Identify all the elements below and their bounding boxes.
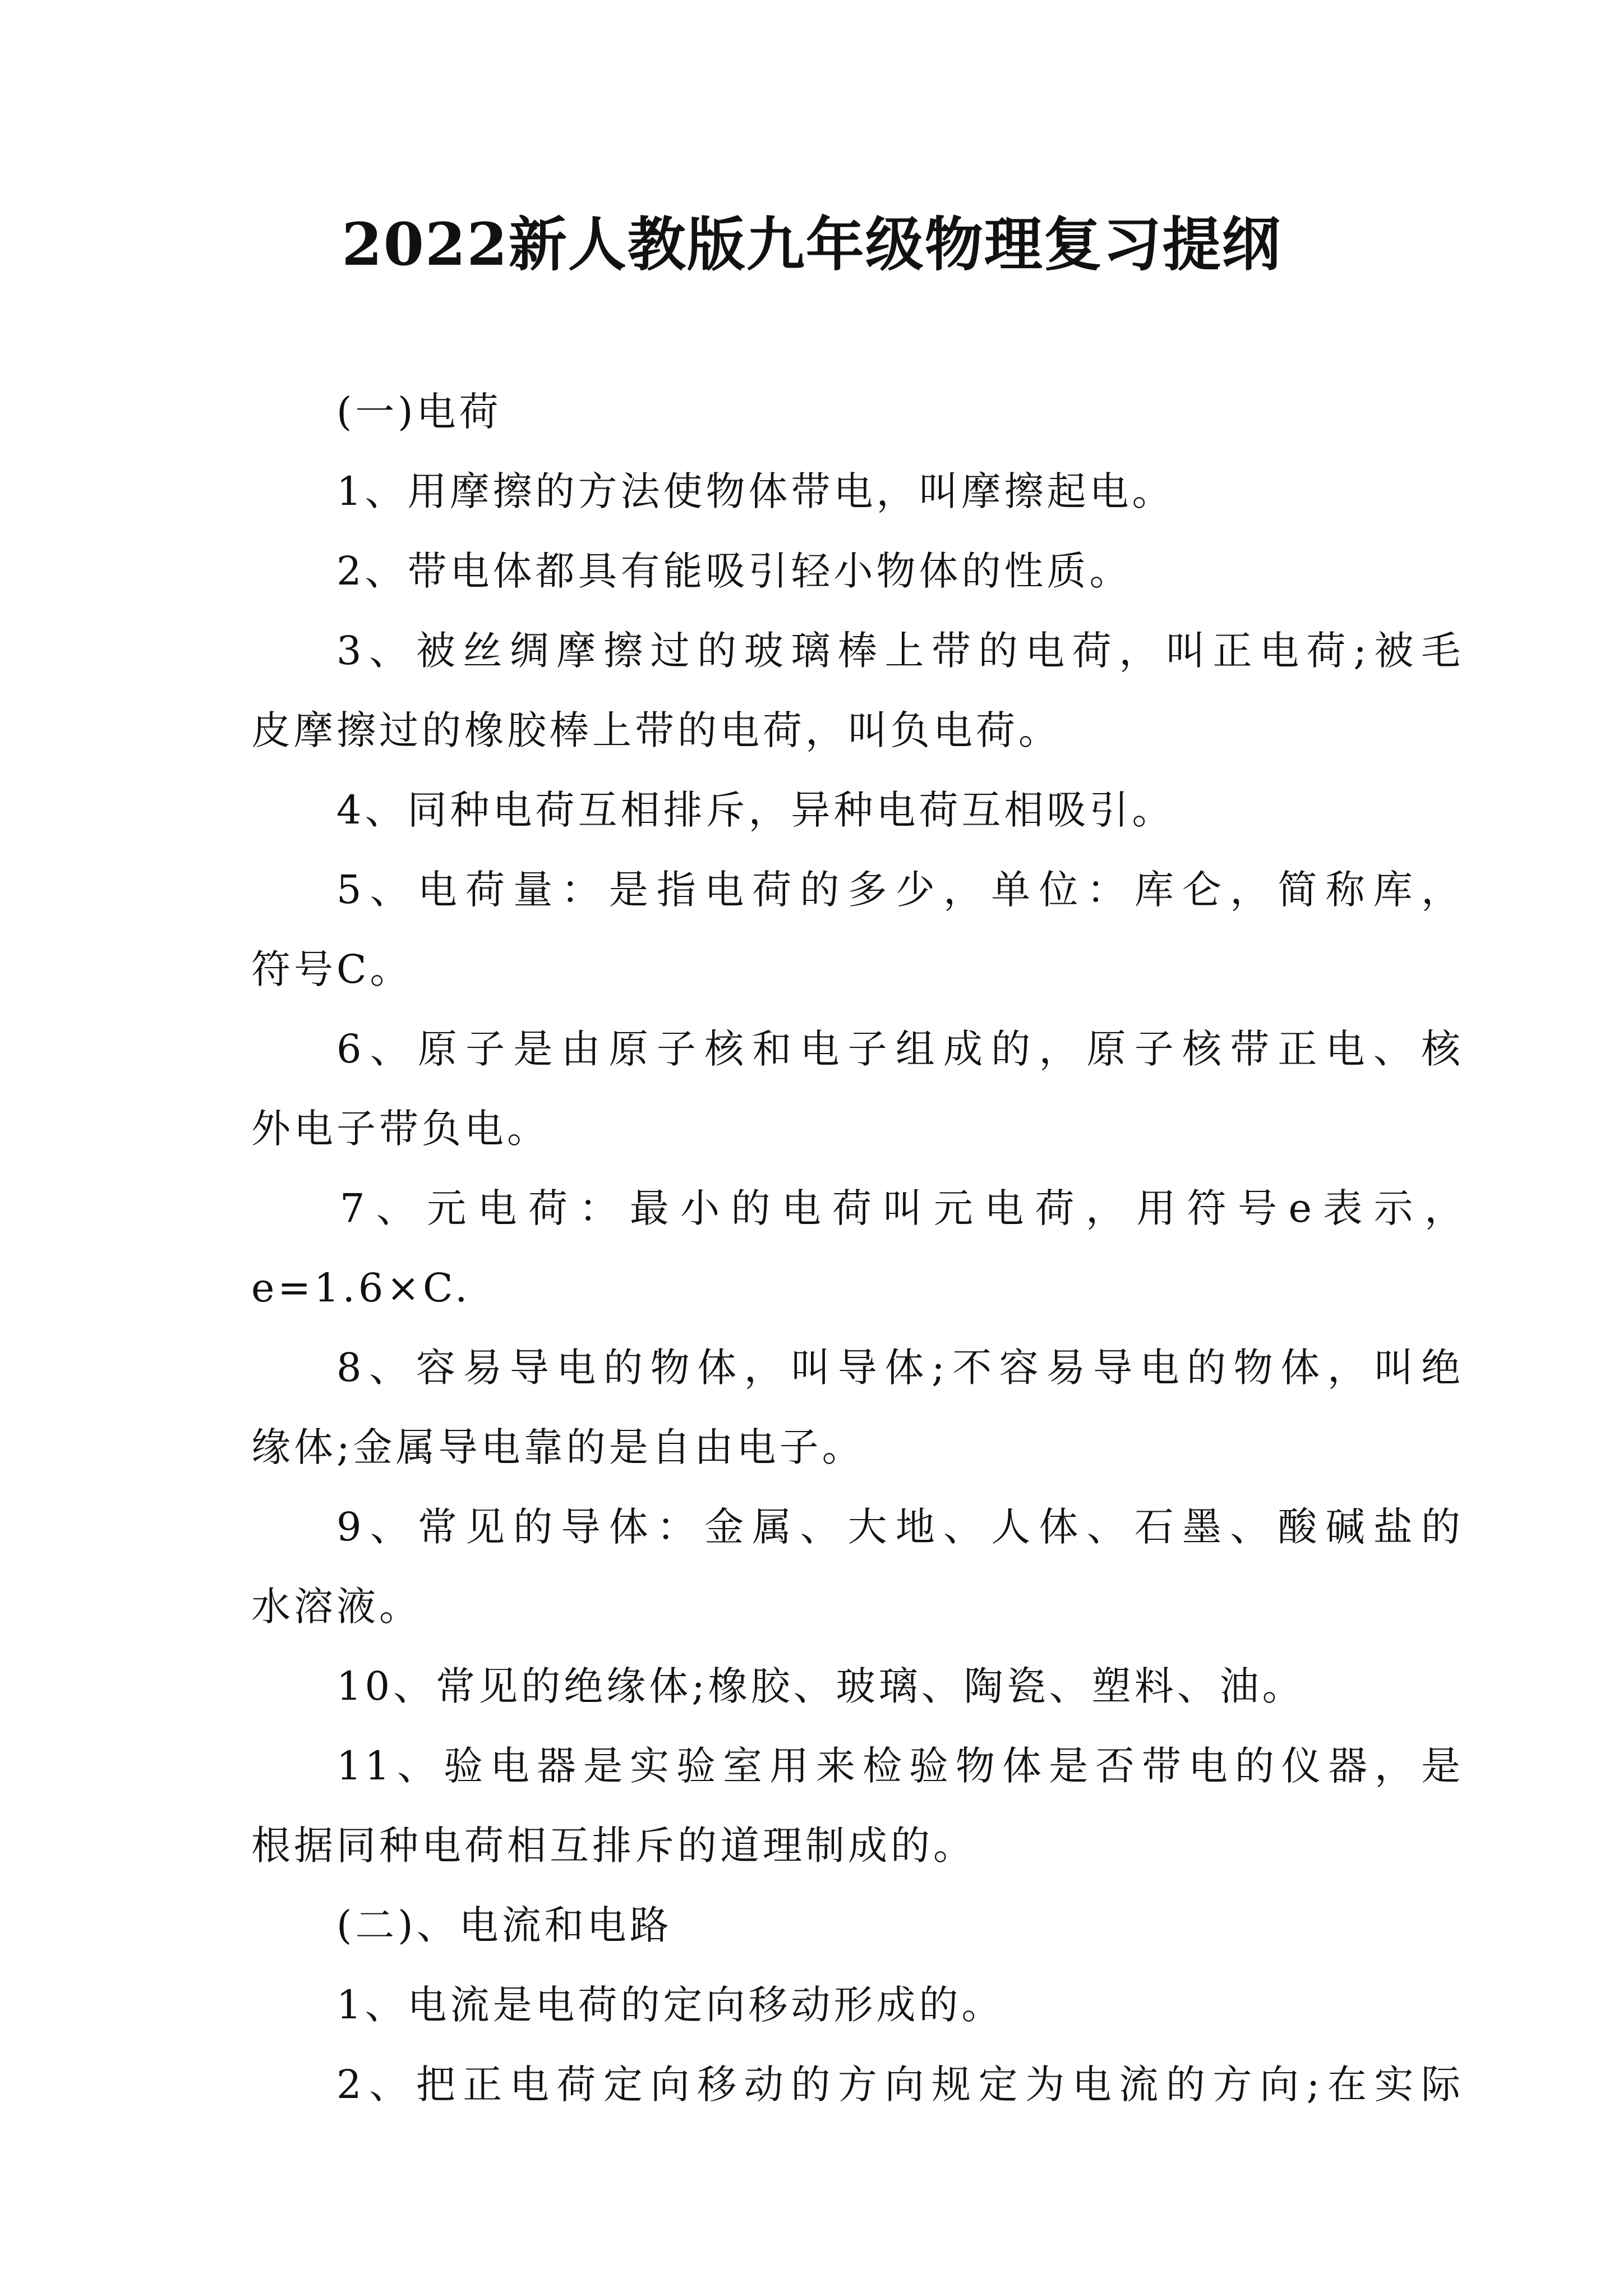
- paragraph-line: 9、常见的导体：金属、大地、人体、石墨、酸碱盐的: [336, 1504, 1464, 1550]
- paragraph-line: 6、原子是由原子核和电子组成的，原子核带正电、核: [336, 1026, 1464, 1072]
- paragraph-line: 7、元电荷：最小的电荷叫元电荷，用符号e表示，: [340, 1185, 1467, 1231]
- section-heading: (一)电荷: [336, 389, 502, 435]
- paragraph-line: 2、带电体都具有能吸引轻小物体的性质。: [336, 548, 1132, 594]
- paragraph-line: e=1.6×C.: [251, 1265, 471, 1311]
- paragraph-line: 10、常见的绝缘体;橡胶、玻璃、陶瓷、塑料、油。: [336, 1663, 1305, 1709]
- page-title: 2022新人教版九年级物理复习提纲: [342, 210, 1281, 279]
- paragraph-line: 皮摩擦过的橡胶棒上带的电荷，叫负电荷。: [251, 707, 1061, 753]
- paragraph-line: 根据同种电荷相互排斥的道理制成的。: [251, 1823, 976, 1869]
- paragraph-line: 4、同种电荷互相排斥，异种电荷互相吸引。: [336, 787, 1175, 833]
- paragraph-line: 11、验电器是实验室用来检验物体是否带电的仪器，是: [336, 1743, 1464, 1789]
- paragraph-line: 缘体;金属导电靠的是自由电子。: [251, 1424, 865, 1470]
- paragraph-line: 3、被丝绸摩擦过的玻璃棒上带的电荷，叫正电荷;被毛: [336, 628, 1464, 674]
- section-heading: (二)、电流和电路: [336, 1902, 672, 1948]
- paragraph-line: 8、容易导电的物体，叫导体;不容易导电的物体，叫绝: [336, 1345, 1464, 1391]
- paragraph-line: 水溶液。: [251, 1584, 422, 1630]
- paragraph-line: 外电子带负电。: [251, 1106, 550, 1152]
- paragraph-line: 1、电流是电荷的定向移动形成的。: [336, 1982, 1004, 2028]
- paragraph-line: 2、把正电荷定向移动的方向规定为电流的方向;在实际: [336, 2062, 1464, 2108]
- paragraph-line: 符号C。: [251, 946, 413, 992]
- paragraph-line: 5、电荷量：是指电荷的多少，单位：库仑，简称库，: [336, 867, 1464, 913]
- paragraph-line: 1、用摩擦的方法使物体带电，叫摩擦起电。: [336, 468, 1175, 514]
